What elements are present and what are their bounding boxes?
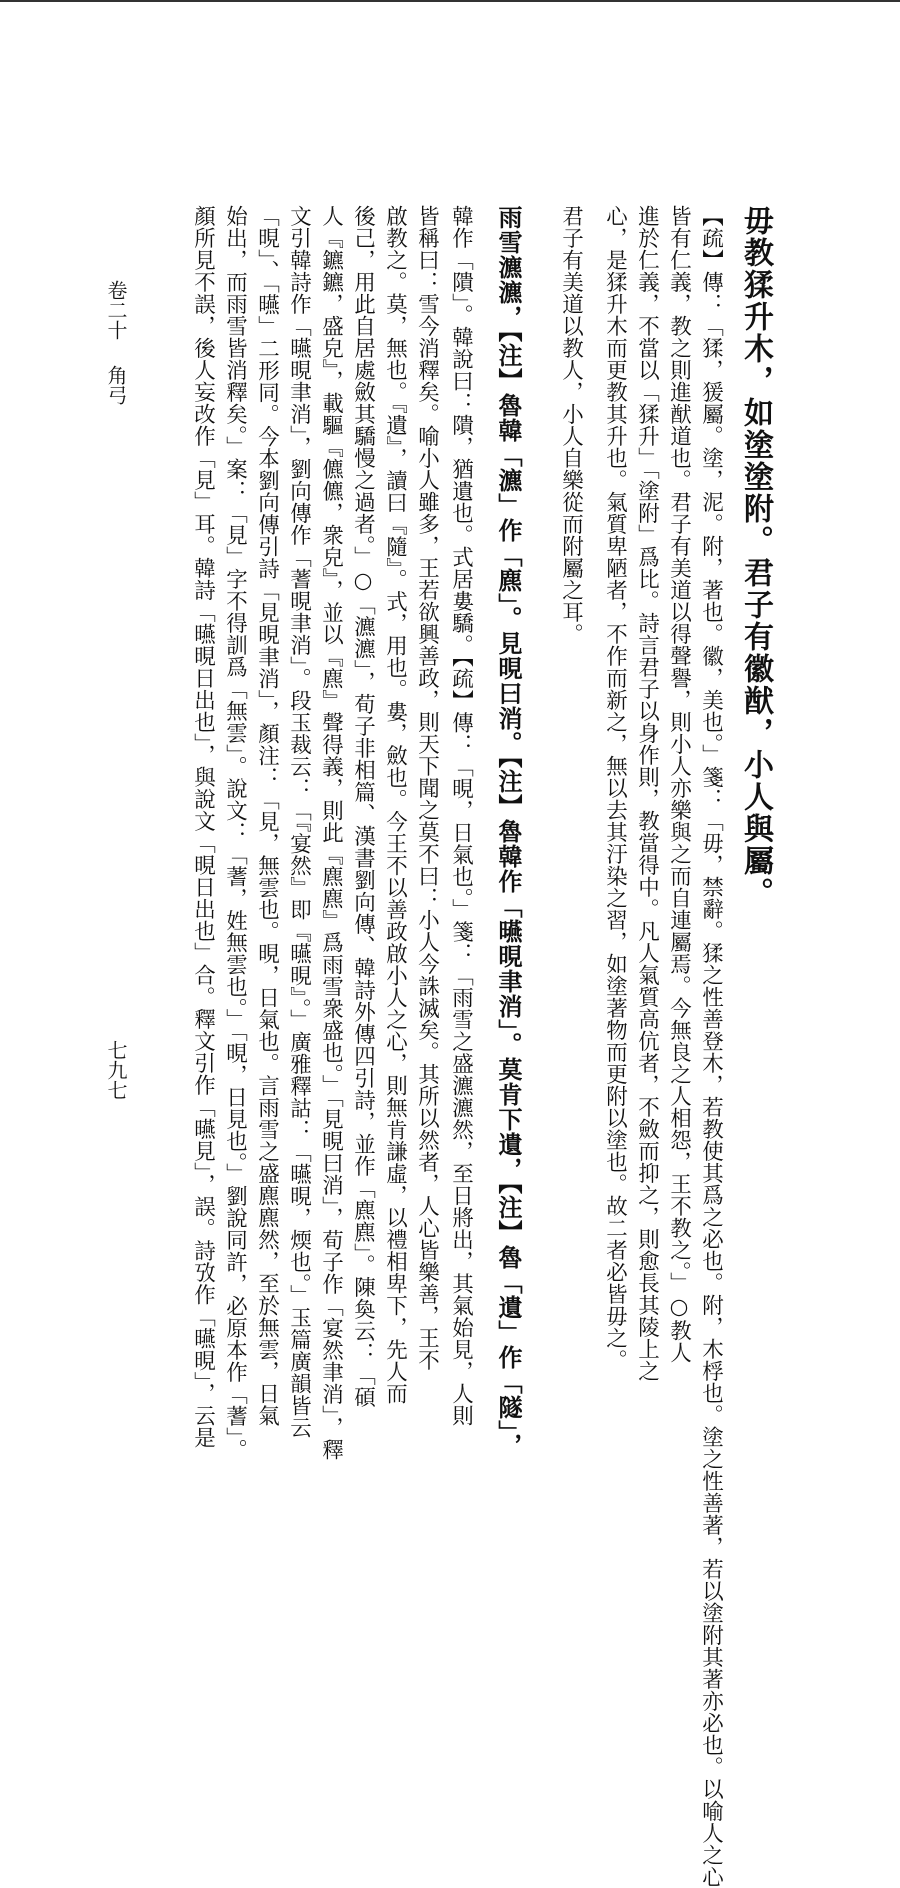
- text-column-14: 「晛」、「曣」二形同。今本劉向傳引詩「見晛聿消」，顏注：「見，無雲也。晛，日氣也。言雨雪之盛麃麃然，至於無雲，日氣: [254, 205, 280, 1427]
- text-column-12: 人『鑣鑣，盛皃』，載驅『儦儦，衆皃』，並以『麃』聲得義，則此『麃麃』爲雨雪衆盛也。」「見晛曰消」，荀子作「宴然聿消」，釋: [318, 205, 344, 1461]
- section-label: 角弓: [104, 365, 128, 405]
- text-column-2: 【疏】傳：「猱，猨屬。塗，泥。附，著也。徽，美也。」箋：「毋，禁辭。猱之性善登木，若教使其爲之必也。附，木桴也。塗之性善著，若以塗附其著亦必也。以喻人之心: [698, 205, 724, 1888]
- text-column-9: 皆稱曰：雪今消釋矣。喻小人雖多，王若欲興善政，則天下聞之莫不曰：小人今誅滅矣。其所以然者，人心皆樂善，王不: [414, 205, 440, 1371]
- text-column-16: 顏所見不誤，後人妄改作「見」耳。韓詩「曣晛日出也」，與說文「晛日出也」合。釋文引作「曣見」，誤。詩攷作「曣晛」，云是: [190, 205, 216, 1449]
- text-column-6: 君子有美道以教人，小人自樂從而附屬之耳。: [558, 205, 584, 645]
- verse-line-1: 毋教猱升木，如塗塗附。君子有徽猷，小人與屬。: [738, 205, 773, 909]
- chapter-label: 卷二十: [104, 280, 128, 340]
- text-column-3: 皆有仁義，教之則進猷道也。君子有美道以得聲譽，則小人亦樂與之而自連屬焉。今無良之人相怨，王不教之。」○教人: [666, 205, 692, 1364]
- text-column-5: 心，是猱升木而更教其升也。氣質卑陋者，不作而新之，無以去其汙染之習，如塗著物而更附以塗也。故二者必皆毋之。: [602, 205, 628, 1371]
- text-column-8: 韓作「隤」。韓說曰：隤，猶遺也。式居婁驕。【疏】傳：「晛，日氣也。」箋：「雨雪之盛瀌瀌然，至日將出，其氣始見，人則: [448, 205, 474, 1427]
- text-column-10: 啟教之。莫，無也。『遺』，讀曰『隨』。式，用也。婁，斂也。今王不以善政啟小人之心，則無肯謙虛，以禮相卑下，先人而: [382, 205, 408, 1405]
- page-number: 七九七: [104, 1040, 128, 1100]
- verse-line-2: 雨雪瀌瀌，【注】魯韓「瀌」作「麃」。見晛曰消。【注】魯韓作「曣晛聿消」。莫肯下遺，【注】魯「遺」作「隧」，: [494, 205, 523, 1458]
- text-column-13: 文引韓詩作「曣晛聿消」，劉向傳作「蓍晛聿消」。段玉裁云：「『宴然』即『曣晛』。」廣雅釋詁：「曣晛，煗也。」玉篇廣韻皆云: [286, 205, 312, 1439]
- text-column-4: 進於仁義，不當以「猱升」「塗附」爲比。詩言君子以身作則，教當得中。凡人氣質高伉者，不斂而抑之，則愈長其陵上之: [634, 205, 660, 1383]
- text-column-15: 始出，而雨雪皆消釋矣。」案：「見」字不得訓爲「無雲」。說文：「蓍，姓無雲也。」「晛，日見也。」劉說同許，必原本作「蓍」。: [222, 205, 248, 1461]
- text-column-11: 後己，用此自居處斂其驕慢之過者。」○「瀌瀌」，荀子非相篇、漢書劉向傳、韓詩外傳四引詩，並作「麃麃」。陳奐云：「碩: [350, 205, 376, 1409]
